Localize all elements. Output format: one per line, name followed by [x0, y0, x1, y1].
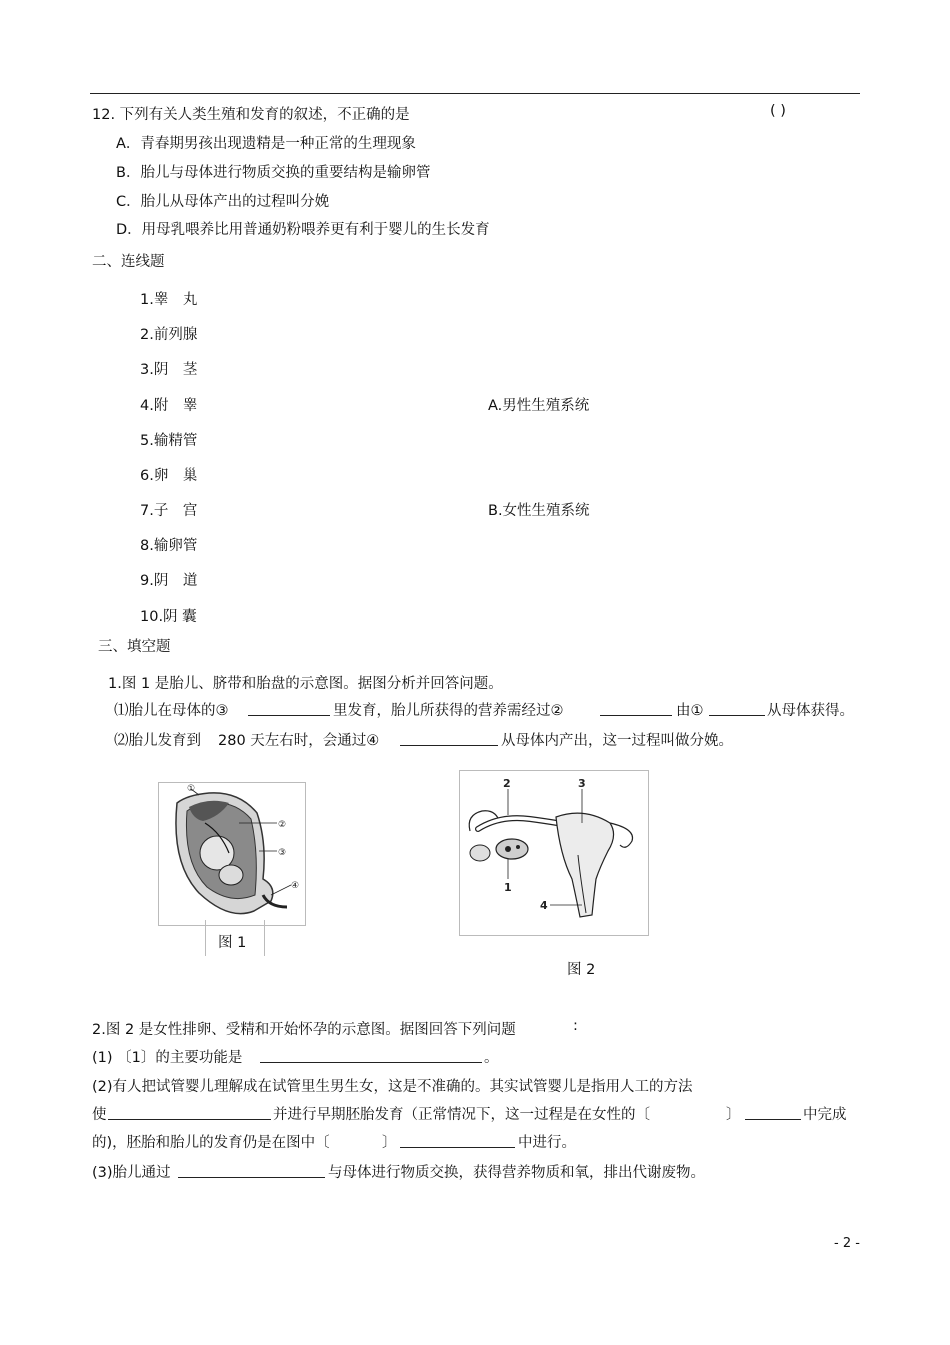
- q12-option-d: D．用母乳喂养比用普通奶粉喂养更有利于婴儿的生长发育: [116, 222, 490, 238]
- match-target-female: B.女性生殖系统: [488, 503, 590, 519]
- fig2-label-2: 2: [503, 777, 511, 790]
- fig1-label-2: ②: [278, 820, 287, 830]
- match-item: 9.阴 道: [140, 573, 198, 589]
- q1-2-text: ⑵胎儿发育到: [114, 733, 201, 749]
- q2-2-text: (2)有人把试管婴儿理解成在试管里生男生女，这是不准确的。其实试管婴儿是指用人工的方法: [92, 1079, 693, 1095]
- q1-1-text: 里发育，胎儿所获得的营养需经过②: [333, 703, 564, 719]
- section2-title: 二、连线题: [92, 254, 165, 270]
- q1-2-text: 280 天左右时，会通过④: [218, 733, 380, 749]
- match-item: 8.输卵管: [140, 538, 198, 554]
- match-item: 1.睾 丸: [140, 292, 198, 308]
- figure-1-fetus-diagram: [158, 782, 306, 926]
- fig1-label-3: ③: [278, 848, 287, 858]
- match-item: 10.阴 囊: [140, 609, 197, 625]
- q1-2-text: 从母体内产出，这一过程叫做分娩。: [501, 733, 733, 749]
- q1-1-blank-1[interactable]: [248, 701, 330, 716]
- q2-2-text: 中完成: [803, 1107, 847, 1123]
- q2-1-text: (1) 〔1〕的主要功能是: [92, 1050, 243, 1066]
- fig1-label-1: ①: [187, 784, 196, 794]
- figure-2-female-reproductive-diagram: [459, 770, 649, 936]
- q1-1-text: 从母体获得。: [767, 703, 854, 719]
- match-item: 2.前列腺: [140, 327, 198, 343]
- page-number: - 2 -: [834, 1236, 860, 1251]
- q12-option-b: B．胎儿与母体进行物质交换的重要结构是输卵管: [116, 165, 431, 181]
- q2-3-text: (3)胎儿通过: [92, 1165, 171, 1181]
- q2-1-text: 。: [484, 1050, 499, 1066]
- q12-option-c: C．胎儿从母体产出的过程叫分娩: [116, 194, 330, 210]
- q12-stem: 12. 下列有关人类生殖和发育的叙述，不正确的是: [92, 107, 410, 123]
- fig2-label-4: 4: [540, 899, 548, 912]
- figure-2-caption: 图 2: [567, 962, 596, 978]
- match-item: 5.输精管: [140, 433, 198, 449]
- match-item: 4.附 睾: [140, 398, 198, 414]
- q2-2-text: 的)，胚胎和胎儿的发育仍是在图中〔: [92, 1135, 330, 1151]
- q1-2-blank[interactable]: [400, 731, 498, 746]
- q2-intro: 2.图 2 是女性排卵、受精和开始怀孕的示意图。据图回答下列问题: [92, 1022, 516, 1038]
- match-item: 7.子 宫: [140, 503, 198, 519]
- q2-3-text: 与母体进行物质交换，获得营养物质和氧，排出代谢废物。: [328, 1165, 705, 1181]
- fig2-label-3: 3: [578, 777, 586, 790]
- q12-answer-bracket: ( ): [770, 103, 786, 119]
- female-reproductive-illustration: [460, 771, 648, 935]
- match-target-male: A.男性生殖系统: [488, 398, 590, 414]
- fig1-label-4: ④: [291, 881, 300, 891]
- fetus-illustration: [159, 783, 305, 925]
- header-rule: [90, 93, 860, 94]
- q1-1-blank-2[interactable]: [600, 701, 672, 716]
- q2-intro-colon: :: [573, 1018, 578, 1034]
- q2-2-text: 〕: [382, 1135, 397, 1151]
- q2-2-text: 中进行。: [518, 1135, 576, 1151]
- q2-3-blank[interactable]: [178, 1163, 325, 1178]
- match-item: 6.卵 巢: [140, 468, 198, 484]
- match-item: 3.阴 茎: [140, 362, 198, 378]
- fig2-label-1: 1: [504, 881, 512, 894]
- q1-1-text: 由①: [676, 703, 704, 719]
- q1-1-blank-3[interactable]: [709, 701, 765, 716]
- q12-option-a: A．青春期男孩出现遗精是一种正常的生理现象: [116, 136, 416, 152]
- q1-intro: 1.图 1 是胎儿、脐带和胎盘的示意图。据图分析并回答问题。: [108, 676, 503, 692]
- q2-2-text: 〕: [726, 1107, 741, 1123]
- q2-1-blank[interactable]: [260, 1048, 482, 1063]
- figure-1-caption: 图 1: [218, 935, 247, 951]
- q2-2-blank-1[interactable]: [108, 1105, 271, 1120]
- section3-title: 三、填空题: [98, 639, 171, 655]
- q2-2-text: 并进行早期胚胎发育（正常情况下，这一过程是在女性的〔: [273, 1107, 650, 1123]
- q2-2-blank-3[interactable]: [400, 1133, 515, 1148]
- q2-2-text: 使: [92, 1107, 107, 1123]
- q1-1-text: ⑴胎儿在母体的③: [114, 703, 229, 719]
- q2-2-blank-2[interactable]: [745, 1105, 801, 1120]
